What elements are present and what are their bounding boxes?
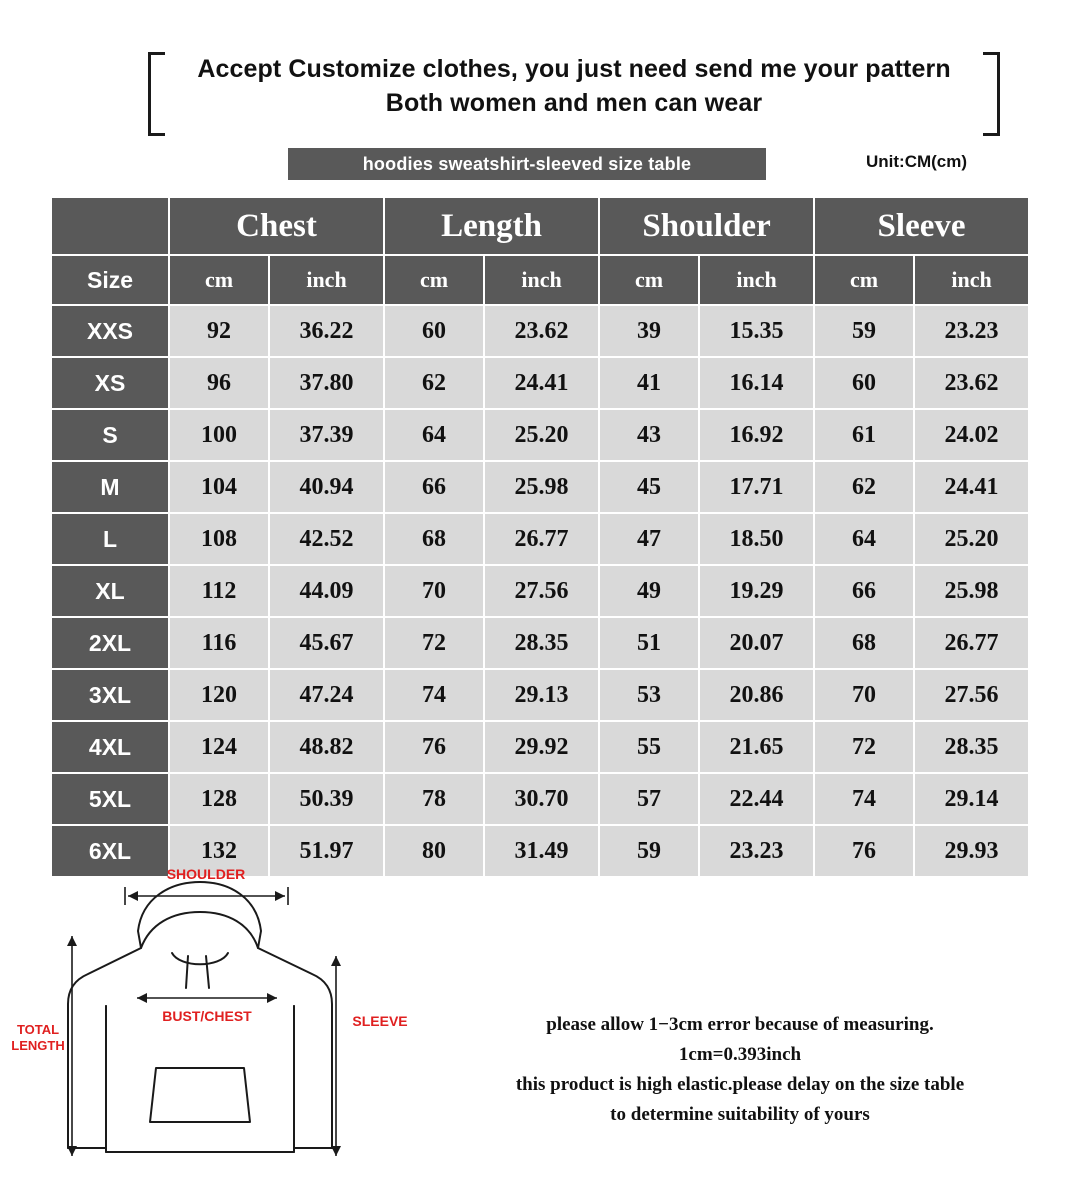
label-total-length-line-1: TOTAL xyxy=(16,1022,60,1037)
cell-shoulder-cm: 49 xyxy=(599,565,699,617)
group-header-chest: Chest xyxy=(169,197,384,255)
hoodie-diagram-svg xyxy=(10,856,430,1186)
table-row xyxy=(51,669,1029,721)
cell-sleeve-cm: 59 xyxy=(814,305,914,357)
cell-chest-cm: 128 xyxy=(169,773,269,825)
header-banner xyxy=(148,52,1000,130)
table-group-header-row xyxy=(51,197,1029,255)
row-size-label: 4XL xyxy=(51,721,169,773)
group-header-sleeve: Sleeve xyxy=(814,197,1029,255)
cell-shoulder-cm: 51 xyxy=(599,617,699,669)
note-line-4: to determine suitability of yours xyxy=(610,1104,870,1125)
drawstring-left xyxy=(186,956,188,988)
cell-sleeve-inch: 27.56 xyxy=(914,669,1029,721)
cell-sleeve-cm: 60 xyxy=(814,357,914,409)
cell-sleeve-cm: 66 xyxy=(814,565,914,617)
cell-length-inch: 30.70 xyxy=(484,773,599,825)
column-header-sleeve-inch: inch xyxy=(914,255,1029,305)
cell-chest-inch: 36.22 xyxy=(269,305,384,357)
row-size-label: S xyxy=(51,409,169,461)
cell-sleeve-inch: 23.62 xyxy=(914,357,1029,409)
cell-length-cm: 62 xyxy=(384,357,484,409)
neck-opening xyxy=(172,953,228,964)
row-size-label: XS xyxy=(51,357,169,409)
hood-outline xyxy=(138,882,261,948)
hoodie-measurement-diagram xyxy=(10,856,430,1186)
row-size-label: 6XL xyxy=(51,825,169,877)
cell-sleeve-inch: 25.98 xyxy=(914,565,1029,617)
table-row xyxy=(51,617,1029,669)
cell-shoulder-cm: 41 xyxy=(599,357,699,409)
cell-length-inch: 26.77 xyxy=(484,513,599,565)
header-text xyxy=(148,52,1000,120)
cell-chest-inch: 51.97 xyxy=(269,825,384,877)
cell-chest-cm: 100 xyxy=(169,409,269,461)
cell-chest-inch: 40.94 xyxy=(269,461,384,513)
cell-chest-cm: 96 xyxy=(169,357,269,409)
table-row xyxy=(51,409,1029,461)
cell-sleeve-inch: 23.23 xyxy=(914,305,1029,357)
cell-sleeve-inch: 24.02 xyxy=(914,409,1029,461)
column-header-sleeve-cm: cm xyxy=(814,255,914,305)
label-sleeve: SLEEVE xyxy=(352,1013,408,1029)
cell-sleeve-cm: 76 xyxy=(814,825,914,877)
table-row xyxy=(51,305,1029,357)
cell-length-cm: 66 xyxy=(384,461,484,513)
row-size-label: 2XL xyxy=(51,617,169,669)
table-row xyxy=(51,357,1029,409)
row-size-label: M xyxy=(51,461,169,513)
cell-length-cm: 68 xyxy=(384,513,484,565)
cell-sleeve-inch: 26.77 xyxy=(914,617,1029,669)
header-line-2: Both women and men can wear xyxy=(385,89,763,117)
table-title-text: hoodies sweatshirt-sleeved size table xyxy=(362,153,692,174)
cell-shoulder-cm: 57 xyxy=(599,773,699,825)
cell-shoulder-inch: 20.86 xyxy=(699,669,814,721)
cell-shoulder-inch: 15.35 xyxy=(699,305,814,357)
note-line-1: please allow 1−3cm error because of measuring. xyxy=(546,1014,934,1035)
size-table xyxy=(50,196,1030,878)
cell-shoulder-inch: 16.14 xyxy=(699,357,814,409)
cell-length-cm: 80 xyxy=(384,825,484,877)
shoulder-arrowhead-left xyxy=(128,891,138,901)
row-size-label: L xyxy=(51,513,169,565)
cell-chest-cm: 124 xyxy=(169,721,269,773)
cell-length-inch: 28.35 xyxy=(484,617,599,669)
table-row xyxy=(51,513,1029,565)
cell-sleeve-cm: 70 xyxy=(814,669,914,721)
cell-chest-inch: 47.24 xyxy=(269,669,384,721)
cell-shoulder-cm: 53 xyxy=(599,669,699,721)
cell-shoulder-cm: 55 xyxy=(599,721,699,773)
table-row xyxy=(51,721,1029,773)
sleeve-arrowhead-top xyxy=(331,956,341,966)
row-size-label: 3XL xyxy=(51,669,169,721)
cell-length-inch: 29.13 xyxy=(484,669,599,721)
cell-length-inch: 31.49 xyxy=(484,825,599,877)
cell-shoulder-inch: 23.23 xyxy=(699,825,814,877)
label-shoulder: SHOULDER xyxy=(166,866,246,882)
label-total-length-line-2: LENGTH xyxy=(11,1038,65,1053)
cell-sleeve-inch: 28.35 xyxy=(914,721,1029,773)
cell-length-cm: 70 xyxy=(384,565,484,617)
cell-sleeve-cm: 72 xyxy=(814,721,914,773)
cell-shoulder-inch: 20.07 xyxy=(699,617,814,669)
cell-chest-inch: 42.52 xyxy=(269,513,384,565)
sleeve-arrowhead-bottom xyxy=(331,1146,341,1156)
drawstring-right xyxy=(206,956,209,988)
cell-chest-cm: 104 xyxy=(169,461,269,513)
cell-length-cm: 64 xyxy=(384,409,484,461)
cell-shoulder-inch: 17.71 xyxy=(699,461,814,513)
row-size-label: XXS xyxy=(51,305,169,357)
cell-chest-inch: 44.09 xyxy=(269,565,384,617)
unit-label: Unit:CM(cm) xyxy=(866,152,968,171)
column-header-shoulder-inch: inch xyxy=(699,255,814,305)
column-header-length-cm: cm xyxy=(384,255,484,305)
kangaroo-pocket xyxy=(150,1068,250,1122)
total-length-arrowhead-bottom xyxy=(67,1146,77,1156)
group-header-shoulder: Shoulder xyxy=(599,197,814,255)
cell-length-cm: 78 xyxy=(384,773,484,825)
cell-shoulder-inch: 21.65 xyxy=(699,721,814,773)
cell-length-cm: 74 xyxy=(384,669,484,721)
cell-shoulder-cm: 59 xyxy=(599,825,699,877)
cell-chest-inch: 37.39 xyxy=(269,409,384,461)
label-bust-chest: BUST/CHEST xyxy=(162,1008,252,1024)
row-size-label: XL xyxy=(51,565,169,617)
cell-sleeve-cm: 64 xyxy=(814,513,914,565)
measurement-notes xyxy=(420,1010,1060,1130)
total-length-arrowhead-top xyxy=(67,936,77,946)
cell-sleeve-cm: 61 xyxy=(814,409,914,461)
cell-length-cm: 76 xyxy=(384,721,484,773)
cell-shoulder-inch: 16.92 xyxy=(699,409,814,461)
row-size-label: 5XL xyxy=(51,773,169,825)
cell-shoulder-cm: 39 xyxy=(599,305,699,357)
group-header-length: Length xyxy=(384,197,599,255)
cell-length-cm: 72 xyxy=(384,617,484,669)
column-header-shoulder-cm: cm xyxy=(599,255,699,305)
column-header-length-inch: inch xyxy=(484,255,599,305)
cell-length-inch: 25.98 xyxy=(484,461,599,513)
cell-sleeve-cm: 68 xyxy=(814,617,914,669)
cell-shoulder-cm: 45 xyxy=(599,461,699,513)
cell-sleeve-inch: 29.93 xyxy=(914,825,1029,877)
table-row xyxy=(51,773,1029,825)
cell-chest-inch: 37.80 xyxy=(269,357,384,409)
cell-length-inch: 25.20 xyxy=(484,409,599,461)
cell-chest-cm: 112 xyxy=(169,565,269,617)
cell-chest-inch: 50.39 xyxy=(269,773,384,825)
note-line-2: 1cm=0.393inch xyxy=(678,1044,802,1065)
chest-arrowhead-right xyxy=(267,993,277,1003)
chest-arrowhead-left xyxy=(137,993,147,1003)
note-line-3: this product is high elastic.please delay on the size table xyxy=(515,1074,965,1095)
cell-chest-inch: 48.82 xyxy=(269,721,384,773)
cell-chest-inch: 45.67 xyxy=(269,617,384,669)
column-header-chest-inch: inch xyxy=(269,255,384,305)
cell-chest-cm: 116 xyxy=(169,617,269,669)
cell-sleeve-inch: 24.41 xyxy=(914,461,1029,513)
cell-chest-cm: 132 xyxy=(169,825,269,877)
column-header-size: Size xyxy=(51,255,169,305)
cell-length-cm: 60 xyxy=(384,305,484,357)
cell-sleeve-inch: 29.14 xyxy=(914,773,1029,825)
shoulder-arrowhead-right xyxy=(275,891,285,901)
cell-length-inch: 24.41 xyxy=(484,357,599,409)
cell-chest-cm: 92 xyxy=(169,305,269,357)
column-header-chest-cm: cm xyxy=(169,255,269,305)
cell-shoulder-inch: 18.50 xyxy=(699,513,814,565)
cell-shoulder-inch: 19.29 xyxy=(699,565,814,617)
cell-sleeve-cm: 74 xyxy=(814,773,914,825)
table-corner-cell xyxy=(51,197,169,255)
cell-chest-cm: 108 xyxy=(169,513,269,565)
cell-sleeve-inch: 25.20 xyxy=(914,513,1029,565)
header-line-1: Accept Customize clothes, you just need send me your pattern xyxy=(197,55,951,83)
cell-shoulder-inch: 22.44 xyxy=(699,773,814,825)
cell-shoulder-cm: 43 xyxy=(599,409,699,461)
cell-sleeve-cm: 62 xyxy=(814,461,914,513)
cell-length-inch: 29.92 xyxy=(484,721,599,773)
cell-length-inch: 23.62 xyxy=(484,305,599,357)
cell-length-inch: 27.56 xyxy=(484,565,599,617)
table-row xyxy=(51,461,1029,513)
table-row xyxy=(51,565,1029,617)
cell-chest-cm: 120 xyxy=(169,669,269,721)
table-subheader-row xyxy=(51,255,1029,305)
cell-shoulder-cm: 47 xyxy=(599,513,699,565)
size-table-wrap xyxy=(50,196,1030,878)
table-title-bar xyxy=(288,148,766,180)
